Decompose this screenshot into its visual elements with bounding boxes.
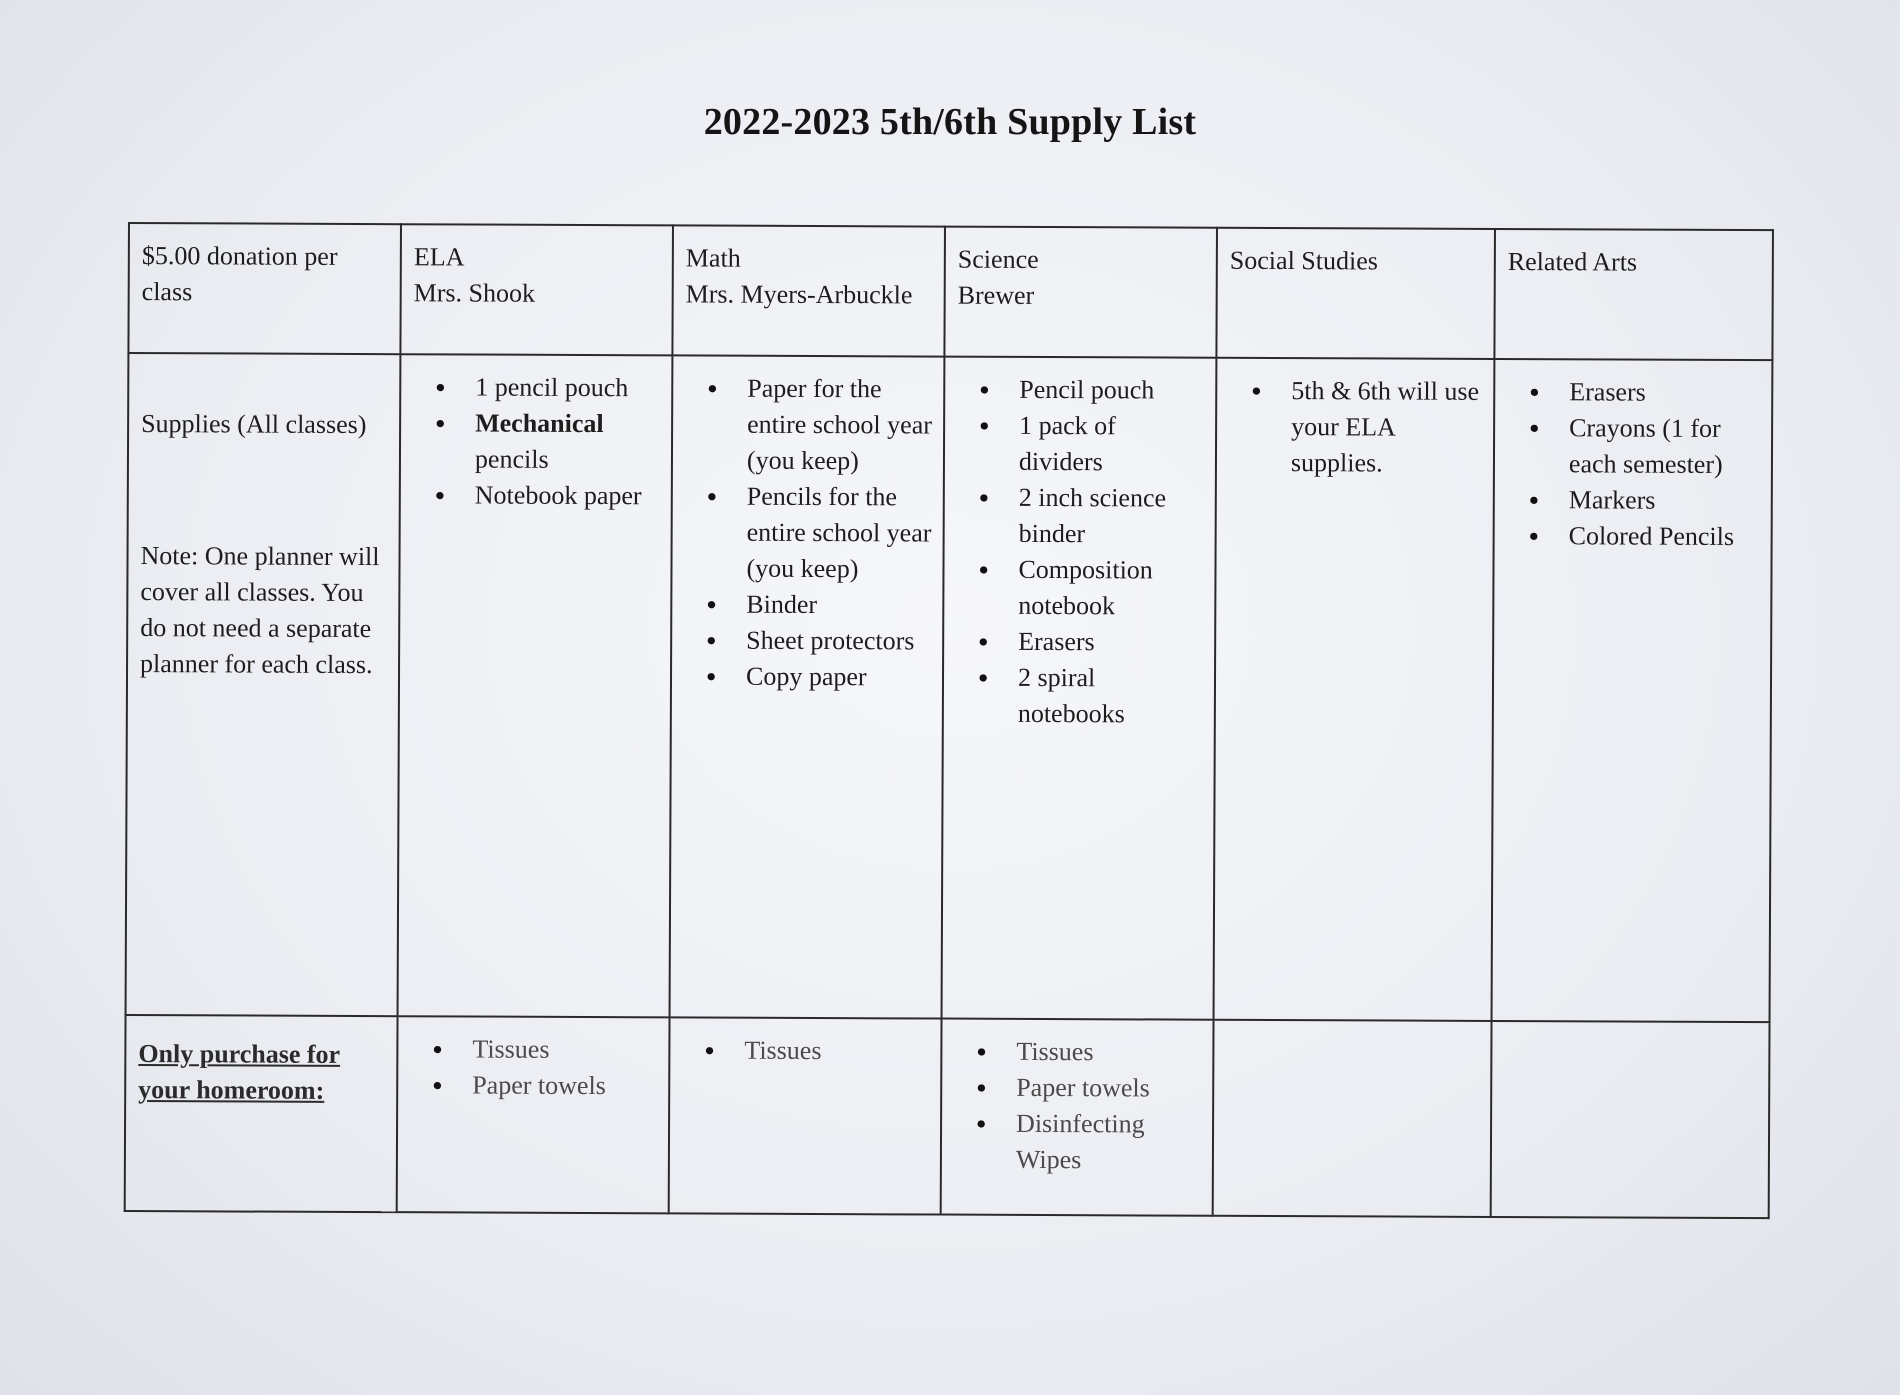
list-item: ● Tissues (410, 1031, 658, 1068)
list-item: ● Colored Pencils (1507, 518, 1761, 555)
list-item: ● Binder (684, 586, 932, 623)
ela-homeroom-cell (397, 1016, 670, 1213)
science-subject: Science (957, 244, 1039, 274)
list-item: ● Markers (1507, 482, 1761, 519)
math-subject: Math (685, 243, 741, 273)
header-row (128, 223, 1773, 360)
supplies-row (126, 353, 1773, 1022)
header-ela-cell (400, 224, 673, 355)
science-supplies-list (956, 372, 1206, 733)
list-item: ● Composition notebook (956, 552, 1204, 625)
header-science-cell (944, 227, 1217, 358)
related-arts-subject: Related Arts (1507, 247, 1638, 277)
social-studies-homeroom-cell (1213, 1020, 1492, 1217)
math-teacher: Mrs. Myers-Arbuckle (685, 279, 913, 310)
list-item: ● Pencils for the entire school year (you keep) (684, 478, 932, 587)
social-studies-subject: Social Studies (1229, 245, 1378, 276)
homeroom-label: Only purchase for your homeroom: (138, 1039, 341, 1105)
ela-supplies-cell (398, 354, 673, 1017)
math-supplies-list (684, 370, 933, 695)
list-item: ● Paper towels (954, 1070, 1202, 1107)
list-item: ● Paper towels (410, 1067, 658, 1104)
list-item: ● Paper for the entire school year (you keep) (685, 370, 933, 479)
related-arts-supplies-cell (1492, 359, 1773, 1022)
list-item: ● Tissues (954, 1034, 1202, 1071)
math-supplies-cell (670, 355, 945, 1018)
social-studies-supplies-cell (1214, 358, 1495, 1021)
homeroom-label-cell (125, 1015, 398, 1212)
supplies-label-cell (126, 353, 401, 1016)
list-item: ● Disinfecting Wipes (954, 1106, 1202, 1179)
science-supplies-cell (942, 357, 1217, 1020)
homeroom-row (125, 1015, 1770, 1218)
donation-text: $5.00 donation per class (141, 241, 338, 307)
supplies-label: Supplies (All classes) (141, 409, 367, 440)
ela-homeroom-list (410, 1031, 658, 1104)
ela-teacher: Mrs. Shook (413, 278, 536, 308)
planner-note: Note: One planner will cover all classes. You do not need a separate planner for each class. (140, 541, 380, 680)
list-item: ● Notebook paper (413, 477, 661, 514)
list-item: ● Copy paper (684, 658, 932, 695)
pencils-text: pencils (474, 444, 549, 474)
list-item: ● Crayons (1 for each semester) (1507, 410, 1761, 483)
list-item: ● Erasers (1507, 374, 1761, 411)
list-item (413, 405, 661, 478)
list-item: ● Pencil pouch (957, 372, 1205, 409)
ela-supplies-list (413, 369, 662, 514)
header-donation-cell (128, 223, 401, 354)
list-item: ● 2 inch science binder (957, 480, 1205, 553)
math-homeroom-list (682, 1032, 930, 1069)
ela-subject: ELA (413, 242, 465, 272)
related-arts-supplies-list (1507, 374, 1762, 555)
header-math-cell (672, 225, 945, 356)
social-studies-supplies-list (1229, 373, 1483, 482)
list-item: ● Erasers (956, 624, 1204, 661)
science-homeroom-cell (941, 1019, 1214, 1216)
science-homeroom-list (954, 1034, 1203, 1179)
list-item: ● 5th & 6th will use your ELA supplies. (1229, 373, 1483, 482)
header-social-studies-cell (1216, 228, 1495, 359)
science-teacher: Brewer (957, 280, 1035, 310)
list-item: ● 2 spiral notebooks (956, 660, 1204, 733)
header-related-arts-cell (1494, 229, 1773, 360)
list-item: ● Sheet protectors (684, 622, 932, 659)
mechanical-text: Mechanical (475, 408, 604, 439)
list-item: ● 1 pencil pouch (413, 369, 661, 406)
document-title: 2022-2023 5th/6th Supply List (703, 101, 1197, 143)
supply-table (124, 222, 1774, 1219)
math-homeroom-cell (669, 1017, 942, 1214)
list-item: ● Tissues (682, 1032, 930, 1069)
list-item: ● 1 pack of dividers (957, 408, 1205, 481)
related-arts-homeroom-cell (1491, 1021, 1770, 1218)
